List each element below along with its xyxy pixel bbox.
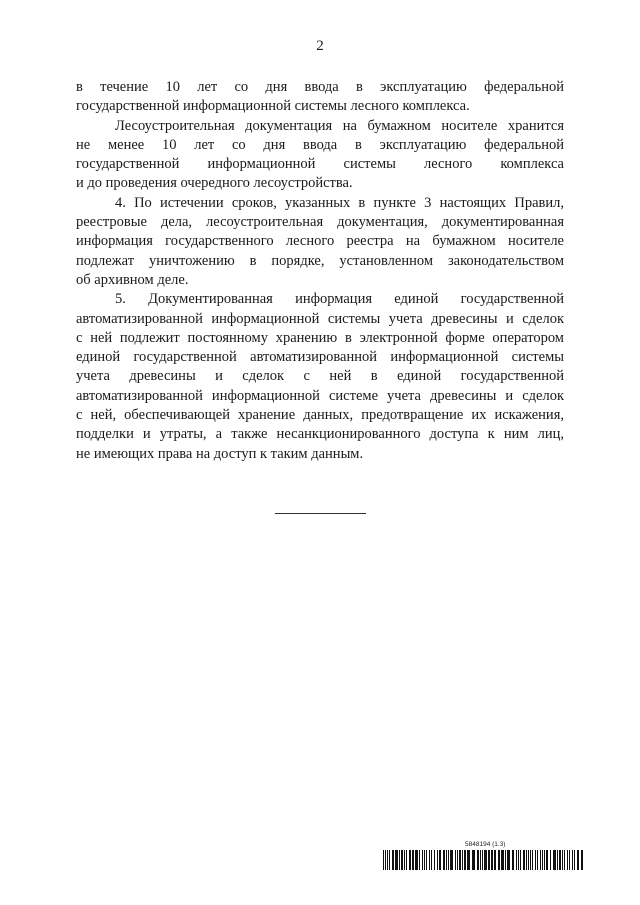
text-line: реестровые дела, лесоустроительная документация, документированная bbox=[76, 214, 564, 231]
barcode-bar bbox=[546, 850, 548, 870]
text-line: не имеющих права на доступ к таким данным. bbox=[76, 445, 364, 462]
barcode-bar bbox=[480, 850, 481, 870]
barcode-bar bbox=[477, 850, 479, 870]
barcode-bar bbox=[562, 850, 563, 870]
barcode-bar bbox=[450, 850, 453, 870]
text-line: с ней подлежит постоянному хранению в электронной форме оператором bbox=[76, 329, 564, 346]
barcode-bar bbox=[457, 850, 458, 870]
text-line: автоматизированной информационной системы учета древесины и сделок bbox=[76, 310, 564, 327]
text-line: с ней, обеспечивающей хранение данных, предотвращение их искажения, bbox=[76, 407, 564, 424]
page-number: 2 bbox=[316, 38, 324, 54]
barcode-bar bbox=[518, 850, 519, 870]
barcode-bar bbox=[412, 850, 414, 870]
paragraph-1 bbox=[76, 78, 564, 117]
barcode-bar bbox=[532, 850, 533, 870]
barcode-bar bbox=[392, 850, 394, 870]
barcode-bar bbox=[542, 850, 543, 870]
barcode-bar bbox=[526, 850, 527, 870]
barcode-image bbox=[383, 850, 583, 870]
barcode-bar bbox=[462, 850, 463, 870]
barcode-bar bbox=[426, 850, 427, 870]
barcode-bar bbox=[437, 850, 438, 870]
barcode-bar bbox=[385, 850, 386, 870]
barcode-bar bbox=[574, 850, 575, 870]
barcode-bar bbox=[488, 850, 490, 870]
barcode-bar bbox=[439, 850, 441, 870]
barcode-bar bbox=[387, 850, 388, 870]
barcode-bar bbox=[434, 850, 435, 870]
barcode-bar bbox=[399, 850, 400, 870]
barcode-bar bbox=[431, 850, 432, 870]
barcode-bar bbox=[443, 850, 445, 870]
barcode-bar bbox=[467, 850, 470, 870]
barcode-bar bbox=[535, 850, 536, 870]
barcode-bar bbox=[498, 850, 500, 870]
barcode-bar bbox=[520, 850, 521, 870]
barcode-bar bbox=[572, 850, 573, 870]
barcode-bar bbox=[491, 850, 493, 870]
barcode-bar bbox=[419, 850, 420, 870]
text-line: не менее 10 лет со дня ввода в эксплуатацию федеральной bbox=[76, 136, 564, 153]
barcode-bar bbox=[512, 850, 514, 870]
barcode-bar bbox=[484, 850, 487, 870]
barcode-bar bbox=[494, 850, 496, 870]
document-code: 5848194 (1.3) bbox=[465, 841, 506, 848]
barcode-bar bbox=[523, 850, 525, 870]
barcode-bar bbox=[559, 850, 561, 870]
barcode-bar bbox=[516, 850, 517, 870]
barcode-bar bbox=[553, 850, 556, 870]
barcode-bar bbox=[577, 850, 579, 870]
barcode-bar bbox=[482, 850, 483, 870]
paragraph-3 bbox=[76, 194, 564, 290]
barcode-bar bbox=[395, 850, 398, 870]
barcode-bar bbox=[530, 850, 531, 870]
barcode-bar bbox=[464, 850, 466, 870]
barcode-bar bbox=[472, 850, 475, 870]
barcode-bar bbox=[446, 850, 447, 870]
barcode-bar bbox=[404, 850, 405, 870]
text-line: 5. Документированная информация единой государственной bbox=[115, 291, 564, 308]
text-line: и до проведения очередного лесоустройства. bbox=[76, 175, 353, 192]
text-line: об архивном деле. bbox=[76, 271, 189, 288]
text-line: 4. По истечении сроков, указанных в пункте 3 настоящих Правил, bbox=[115, 194, 564, 211]
barcode-bar bbox=[564, 850, 565, 870]
barcode-bar bbox=[528, 850, 529, 870]
barcode-bar bbox=[507, 850, 510, 870]
text-line: единой государственной автоматизированной информационной системы bbox=[76, 349, 564, 366]
barcode-bar bbox=[389, 850, 390, 870]
text-line: государственной информационной системы лесного комплекса. bbox=[76, 98, 470, 115]
paragraph-4 bbox=[76, 290, 564, 464]
barcode-bar bbox=[406, 850, 407, 870]
text-line: учета древесины и сделок с ней в единой государственной bbox=[76, 368, 564, 385]
barcode-bar bbox=[448, 850, 449, 870]
text-line: автоматизированной информационной системе учета древесины и сделок bbox=[76, 387, 564, 404]
text-line: подделки и утраты, а также несанкционированного доступа к ним лиц, bbox=[76, 426, 564, 443]
barcode-bar bbox=[501, 850, 504, 870]
text-line: информация государственного лесного реестра на бумажном носителе bbox=[76, 233, 564, 250]
text-line: Лесоустроительная документация на бумажном носителе хранится bbox=[115, 117, 564, 134]
barcode-bar bbox=[569, 850, 570, 870]
barcode-bar bbox=[422, 850, 423, 870]
barcode-bar bbox=[429, 850, 430, 870]
barcode-bar bbox=[424, 850, 425, 870]
barcode-bar bbox=[537, 850, 538, 870]
document-body bbox=[76, 78, 564, 464]
barcode-bar bbox=[540, 850, 541, 870]
barcode-bar bbox=[581, 850, 583, 870]
barcode-bar bbox=[557, 850, 558, 870]
barcode-bar bbox=[459, 850, 461, 870]
barcode-bar bbox=[383, 850, 384, 870]
barcode-bar bbox=[567, 850, 568, 870]
end-separator-line bbox=[275, 513, 366, 514]
barcode-bar bbox=[401, 850, 403, 870]
barcode-bar bbox=[550, 850, 551, 870]
barcode-bar bbox=[455, 850, 456, 870]
barcode-bar bbox=[544, 850, 545, 870]
barcode-bar bbox=[409, 850, 411, 870]
text-line: подлежат уничтожению в порядке, установленном законодательством bbox=[76, 252, 564, 269]
text-line: государственной информационной системы лесного комплекса bbox=[76, 156, 564, 173]
barcode-bar bbox=[505, 850, 506, 870]
paragraph-2 bbox=[76, 117, 564, 194]
text-line: в течение 10 лет со дня ввода в эксплуатацию федеральной bbox=[76, 79, 564, 95]
barcode-bar bbox=[415, 850, 418, 870]
